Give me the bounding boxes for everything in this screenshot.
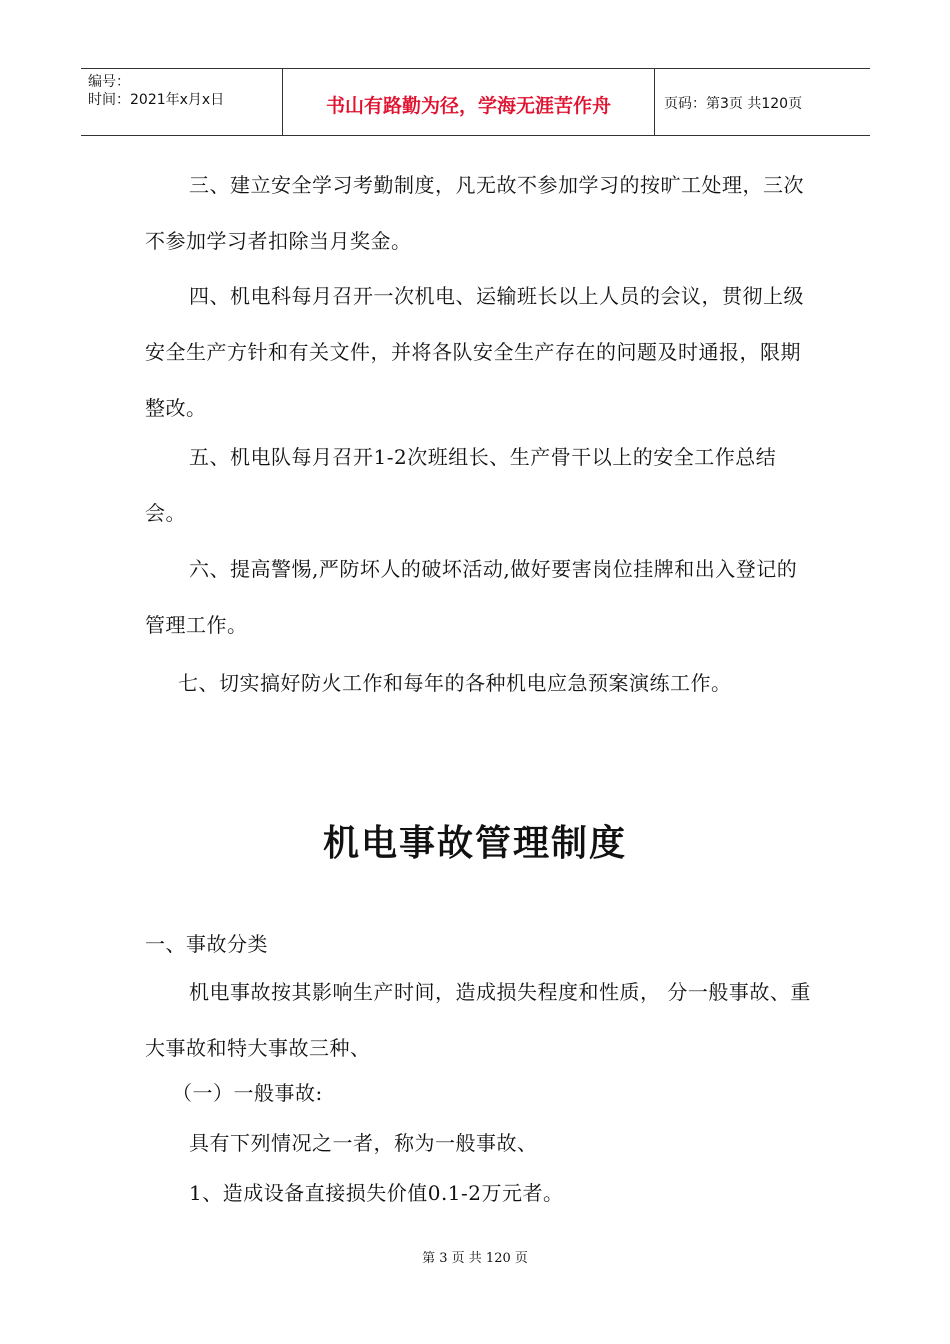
document-date-label: 时间：2021年x月x日 (88, 92, 225, 108)
paragraph-7: 七、切实搞好防火工作和每年的各种机电应急预案演练工作。 (178, 671, 732, 695)
paragraph-6: 六、提高警惕,严防坏人的破坏活动,做好要害岗位挂牌和出入登记的管理工作。 (145, 557, 798, 637)
header-page-info: 页码：第3页 共120页 (664, 96, 803, 112)
header-meta (81, 69, 283, 135)
list-item-1: 1、造成设备直接损失价值0.1-2万元者。 (189, 1181, 564, 1205)
sub-heading: （一）一般事故: (172, 1081, 323, 1105)
section-title: 机电事故管理制度 (322, 822, 627, 864)
document-number-label: 编号： (88, 74, 130, 90)
section-heading: 一、事故分类 (145, 932, 268, 956)
section-intro: 机电事故按其影响生产时间，造成损失程度和性质， 分一般事故、重大事故和特大事故三种、 (145, 980, 811, 1060)
sub-intro: 具有下列情况之一者，称为一般事故、 (189, 1131, 538, 1155)
header-motto: 书山有路勤为径，学海无涯苦作舟 (283, 69, 655, 135)
paragraph-5: 五、机电队每月召开1-2次班组长、生产骨干以上的安全工作总结会。 (145, 445, 777, 525)
page-header (81, 68, 870, 136)
paragraph-3: 三、建立安全学习考勤制度，凡无故不参加学习的按旷工处理，三次不参加学习者扣除当月奖金。 (145, 173, 804, 253)
paragraph-4: 四、机电科每月召开一次机电、运输班长以上人员的会议，贯彻上级安全生产方针和有关文件，并将各队安全生产存在的问题及时通报，限期整改。 (145, 284, 804, 420)
page-footer: 第 3 页 共 120 页 (422, 1251, 528, 1266)
